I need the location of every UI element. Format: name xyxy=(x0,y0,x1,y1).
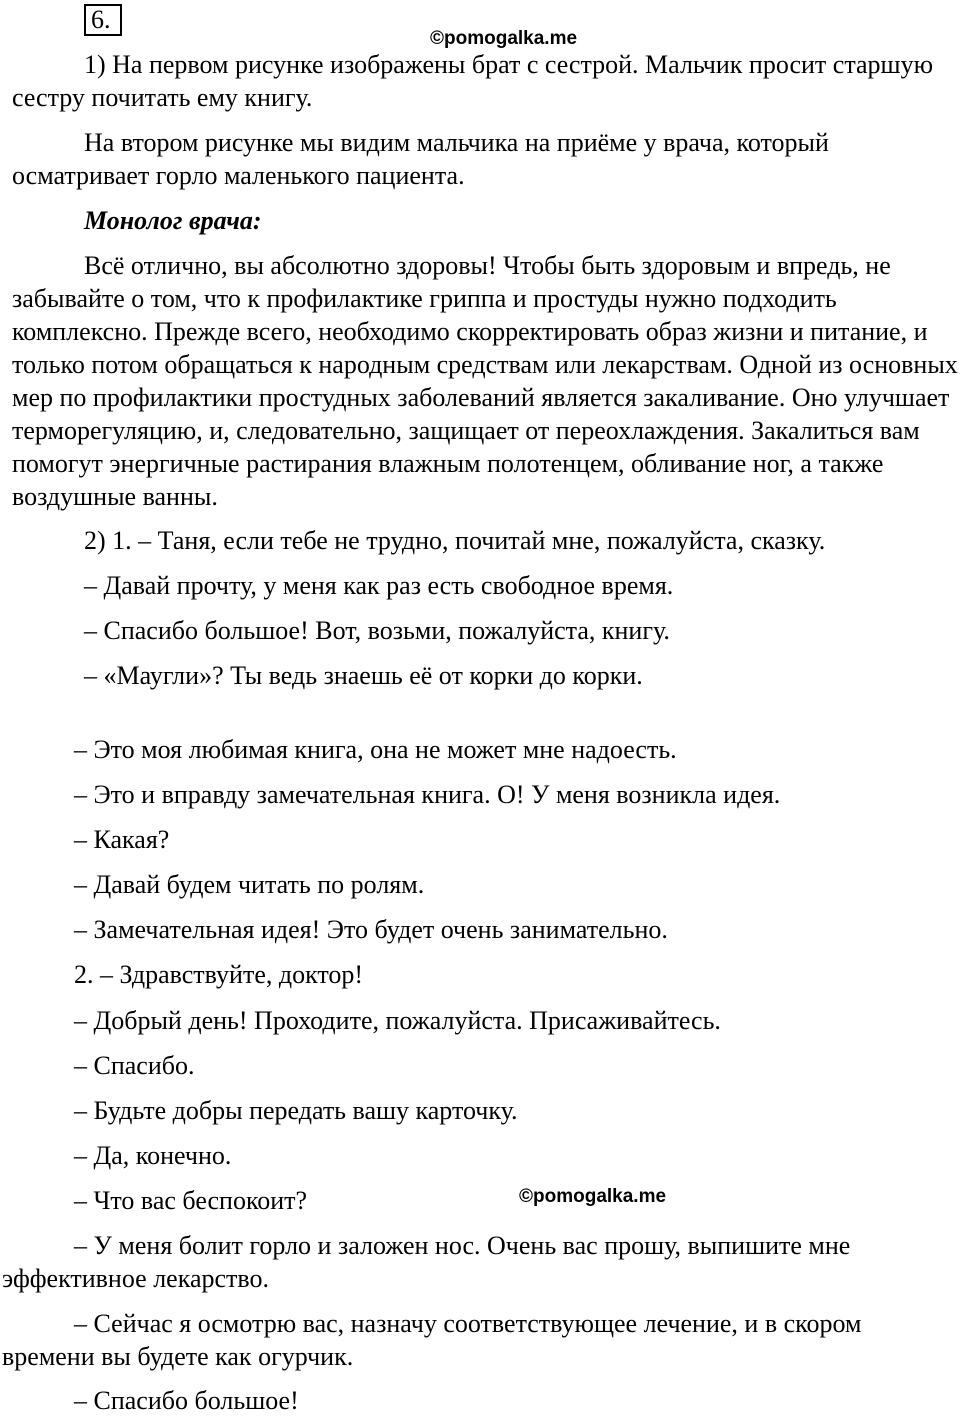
paragraph-intro-1: 1) На первом рисунке изображены брат с сестрой. Мальчик просит старшую сестру почитать ему книгу. xyxy=(12,50,933,112)
dialogue-line: – Замечательная идея! Это будет очень занимательно. xyxy=(74,915,668,944)
dialogue-line: – Спасибо большое! xyxy=(74,1386,299,1415)
paragraph-intro-2: На втором рисунке мы видим мальчика на приёме у врача, который осматривает горло маленького пациента. xyxy=(12,128,829,190)
watermark-top: ©pomogalka.me xyxy=(430,28,578,49)
dialogue-line: – Что вас беспокоит? xyxy=(74,1186,308,1215)
dialogue-line: – Спасибо. xyxy=(74,1051,195,1080)
dialogue-line: – Да, конечно. xyxy=(74,1141,232,1170)
watermark-bottom: ©pomogalka.me xyxy=(519,1186,667,1207)
monologue-text: Всё отлично, вы абсолютно здоровы! Чтобы быть здоровым и впредь, не забывайте о том, что к профилактике гриппа и простуды нужно подходить комплексно. Прежде всего, необходимо скорректировать образ жизни и питание, и только потом обращаться к народным средствам или лекарствам. Одной из основных мер по профилактики простудных заболеваний является закаливание. Оно улучшает терморегуляцию, и, следовательно, защищает от переохлаждения. Закалиться вам помогут энергичные растирания влажным полотенцем, обливание ног, а также воздушные ванны. xyxy=(12,251,958,511)
dialogue-line: 2. – Здравствуйте, доктор! xyxy=(74,960,364,989)
dialogue-line: – Спасибо большое! Вот, возьми, пожалуйста, книгу. xyxy=(84,616,670,645)
dialogue-line: – Сейчас я осмотрю вас, назначу соответствующее лечение, и в скором времени вы будете как огурчик. xyxy=(2,1309,862,1371)
exercise-number: 6. xyxy=(84,4,122,36)
dialogue-line: – «Маугли»? Ты ведь знаешь её от корки до корки. xyxy=(84,661,643,690)
dialogue-line: – У меня болит горло и заложен нос. Очень вас прошу, выпишите мне эффективное лекарство. xyxy=(2,1231,851,1293)
dialogue-line: – Давай будем читать по ролям. xyxy=(74,870,425,899)
dialogue-line: – Это моя любимая книга, она не может мне надоесть. xyxy=(74,735,677,764)
dialogue-line: – Будьте добры передать вашу карточку. xyxy=(74,1096,518,1125)
dialogue-line: – Какая? xyxy=(74,825,170,854)
monologue-heading: Монолог врача: xyxy=(84,206,262,235)
dialogue-line: – Добрый день! Проходите, пожалуйста. Присаживайтесь. xyxy=(74,1006,721,1035)
dialogue-line: – Давай прочту, у меня как раз есть свободное время. xyxy=(84,571,674,600)
dialogue-line: – Это и вправду замечательная книга. О! У меня возникла идея. xyxy=(74,780,781,809)
dialogue-line: 2) 1. – Таня, если тебе не трудно, почитай мне, пожалуйста, сказку. xyxy=(84,526,826,555)
